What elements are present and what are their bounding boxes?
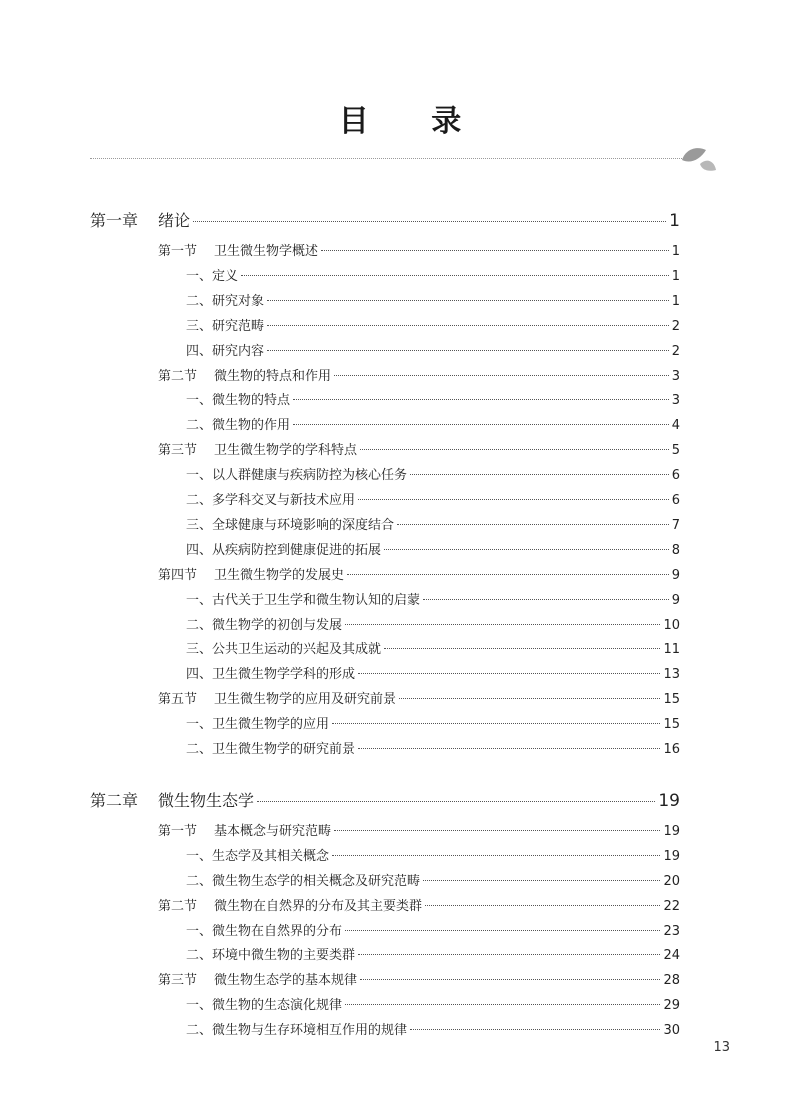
toc-page-number: 19	[663, 848, 680, 864]
toc-page-number: 11	[663, 642, 680, 658]
dot-leader	[358, 748, 660, 749]
toc-page-number: 15	[663, 717, 680, 733]
toc-item-row[interactable]	[186, 638, 680, 657]
dot-leader	[358, 673, 660, 674]
dot-leader	[332, 723, 660, 724]
dot-leader	[293, 424, 669, 425]
toc-item-title: 一、微生物的特点	[186, 393, 291, 409]
toc-item-row[interactable]	[186, 414, 680, 433]
toc-section-label: 第五节	[158, 692, 198, 708]
dot-leader	[241, 275, 669, 276]
dot-leader	[334, 830, 660, 831]
toc-section-row[interactable]	[158, 240, 680, 259]
dot-leader	[358, 954, 660, 955]
toc-item-row[interactable]	[186, 389, 680, 408]
toc-chapter-row[interactable]	[90, 788, 680, 811]
toc-page-number: 2	[671, 343, 680, 359]
toc-item-title: 二、微生物的作用	[186, 418, 291, 434]
toc-page-number: 5	[671, 443, 680, 459]
toc-section-label: 第三节	[158, 443, 198, 459]
toc-item-title: 四、从疾病防控到健康促进的拓展	[186, 542, 382, 558]
toc-chapter-title: 微生物生态学	[158, 790, 255, 810]
toc-section-title: 微生物在自然界的分布及其主要类群	[214, 898, 423, 914]
toc-page-number: 9	[671, 592, 680, 608]
dot-leader	[332, 855, 660, 856]
dot-leader	[267, 300, 669, 301]
leaf-decoration-icon	[676, 138, 720, 178]
toc-item-row[interactable]	[186, 315, 680, 334]
dot-leader	[267, 350, 669, 351]
toc-section-row[interactable]	[158, 895, 680, 914]
toc-page-number: 23	[663, 923, 680, 939]
dot-leader	[257, 801, 655, 802]
toc-chapter-title: 绪论	[158, 211, 191, 230]
dot-leader	[345, 624, 660, 625]
toc-section-row[interactable]	[158, 688, 680, 707]
dot-leader	[347, 574, 669, 575]
toc-item-title: 三、研究范畴	[186, 318, 265, 334]
toc-page-number: 1	[669, 211, 680, 231]
toc-item-title: 一、微生物在自然界的分布	[186, 923, 343, 939]
toc-page-number: 1	[671, 244, 680, 259]
dot-leader	[360, 979, 660, 980]
dot-leader	[293, 399, 669, 400]
toc-section-label: 第一节	[158, 823, 198, 839]
toc-item-title: 二、微生物与生存环境相互作用的规律	[186, 1023, 408, 1039]
toc-section-label: 第二节	[158, 898, 198, 914]
toc-section-row[interactable]	[158, 564, 680, 583]
dot-leader	[358, 499, 669, 500]
toc-item-title: 二、微生物生态学的相关概念及研究范畴	[186, 873, 421, 889]
dot-leader	[384, 549, 669, 550]
toc-chapter-row[interactable]	[90, 208, 680, 231]
toc-page-number: 29	[663, 998, 680, 1014]
toc-item-title: 四、研究内容	[186, 343, 265, 359]
toc-item-title: 三、全球健康与环境影响的深度结合	[186, 517, 395, 533]
toc-page-number: 2	[671, 318, 680, 334]
toc-item-title: 一、古代关于卫生学和微生物认知的启蒙	[186, 592, 421, 608]
toc-item-title: 一、生态学及其相关概念	[186, 848, 330, 864]
toc-section-title: 卫生微生物学的应用及研究前景	[214, 692, 397, 708]
dot-leader	[321, 250, 669, 251]
toc-chapter-label: 第一章	[90, 211, 139, 230]
toc-section-row[interactable]	[158, 439, 680, 458]
toc-item-row[interactable]	[186, 340, 680, 359]
toc-section-title: 卫生微生物学的发展史	[214, 567, 345, 583]
toc-section-title: 微生物生态学的基本规律	[214, 973, 358, 989]
toc-item-row[interactable]	[186, 489, 680, 508]
toc-section-label: 第一节	[158, 244, 198, 259]
toc-section-title: 卫生微生物学概述	[214, 244, 319, 259]
toc-section-title: 卫生微生物学的学科特点	[214, 443, 358, 459]
toc-page-number: 19	[663, 823, 680, 839]
toc-item-title: 四、卫生微生物学学科的形成	[186, 667, 356, 683]
toc-item-row[interactable]	[186, 738, 680, 757]
page-title: 目 录	[338, 104, 488, 139]
toc-item-row[interactable]	[186, 265, 680, 284]
dot-leader	[410, 1029, 660, 1030]
dot-leader	[425, 905, 660, 906]
toc-section-row[interactable]	[158, 969, 680, 988]
toc-item-title: 一、卫生微生物学的应用	[186, 717, 330, 733]
toc-page-number: 15	[663, 692, 680, 708]
toc-item-row[interactable]	[186, 539, 680, 558]
dot-leader	[193, 221, 666, 222]
toc-page-number: 30	[663, 1023, 680, 1039]
toc-section-row[interactable]	[158, 820, 680, 839]
toc-chapter-label: 第二章	[90, 790, 139, 810]
page-number: 13	[713, 1040, 730, 1055]
toc-page-number: 6	[671, 468, 680, 484]
toc-item-row[interactable]	[186, 845, 680, 864]
dot-leader	[410, 474, 669, 475]
dot-leader	[423, 880, 660, 881]
toc-item-title: 一、以人群健康与疾病防控为核心任务	[186, 468, 408, 484]
toc-item-title: 一、定义	[186, 268, 239, 284]
toc-page-number: 19	[658, 790, 680, 811]
toc-item-row[interactable]	[186, 464, 680, 483]
toc-page-number: 16	[663, 742, 680, 757]
dot-leader	[345, 930, 660, 931]
toc-section-title: 基本概念与研究范畴	[214, 823, 332, 839]
toc-section-label: 第三节	[158, 973, 198, 989]
toc-item-title: 二、多学科交叉与新技术应用	[186, 493, 356, 508]
dot-leader	[345, 1004, 660, 1005]
toc-page-number: 7	[671, 517, 680, 533]
toc-item-title: 二、环境中微生物的主要类群	[186, 948, 356, 964]
toc-item-row[interactable]	[186, 713, 680, 732]
dot-leader	[397, 524, 669, 525]
toc-item-row[interactable]	[186, 290, 680, 309]
toc-section-title: 微生物的特点和作用	[214, 368, 332, 384]
toc-page-number: 3	[671, 368, 680, 384]
toc-page-number: 20	[663, 873, 680, 889]
toc-page-number: 1	[671, 293, 680, 309]
toc-item-row[interactable]	[186, 944, 680, 963]
dot-leader	[423, 599, 669, 600]
toc-item-row[interactable]	[186, 1019, 680, 1038]
toc-item-row[interactable]	[186, 920, 680, 939]
toc-item-title: 一、微生物的生态演化规律	[186, 998, 343, 1014]
dot-leader	[360, 449, 669, 450]
toc-item-title: 三、公共卫生运动的兴起及其成就	[186, 642, 382, 658]
toc-page-number: 3	[671, 393, 680, 409]
toc-page-number: 22	[663, 898, 680, 914]
toc-item-title: 二、研究对象	[186, 293, 265, 309]
toc-item-row[interactable]	[186, 589, 680, 608]
dot-leader	[384, 648, 660, 649]
toc-item-row[interactable]	[186, 870, 680, 889]
toc-item-row[interactable]	[186, 994, 680, 1013]
toc-page-number: 8	[671, 542, 680, 558]
toc-item-row[interactable]	[186, 514, 680, 533]
toc-page-number: 1	[671, 268, 680, 284]
toc-section-label: 第二节	[158, 368, 198, 384]
toc-item-row[interactable]	[186, 663, 680, 682]
toc-page-number: 9	[671, 567, 680, 583]
toc-page-number: 24	[663, 948, 680, 964]
toc-item-row[interactable]	[186, 614, 680, 633]
dot-leader	[399, 698, 660, 699]
toc-page-number: 13	[663, 667, 680, 683]
toc-item-title: 二、微生物学的初创与发展	[186, 617, 343, 633]
toc-item-title: 二、卫生微生物学的研究前景	[186, 742, 356, 757]
toc-page-number: 6	[671, 493, 680, 508]
toc-page-number: 10	[663, 617, 680, 633]
toc-page-number: 4	[671, 418, 680, 434]
dot-leader	[334, 375, 669, 376]
title-divider	[90, 158, 682, 159]
dot-leader	[267, 325, 669, 326]
toc-section-row[interactable]	[158, 365, 680, 384]
toc-section-label: 第四节	[158, 567, 198, 583]
toc-page-number: 28	[663, 973, 680, 989]
